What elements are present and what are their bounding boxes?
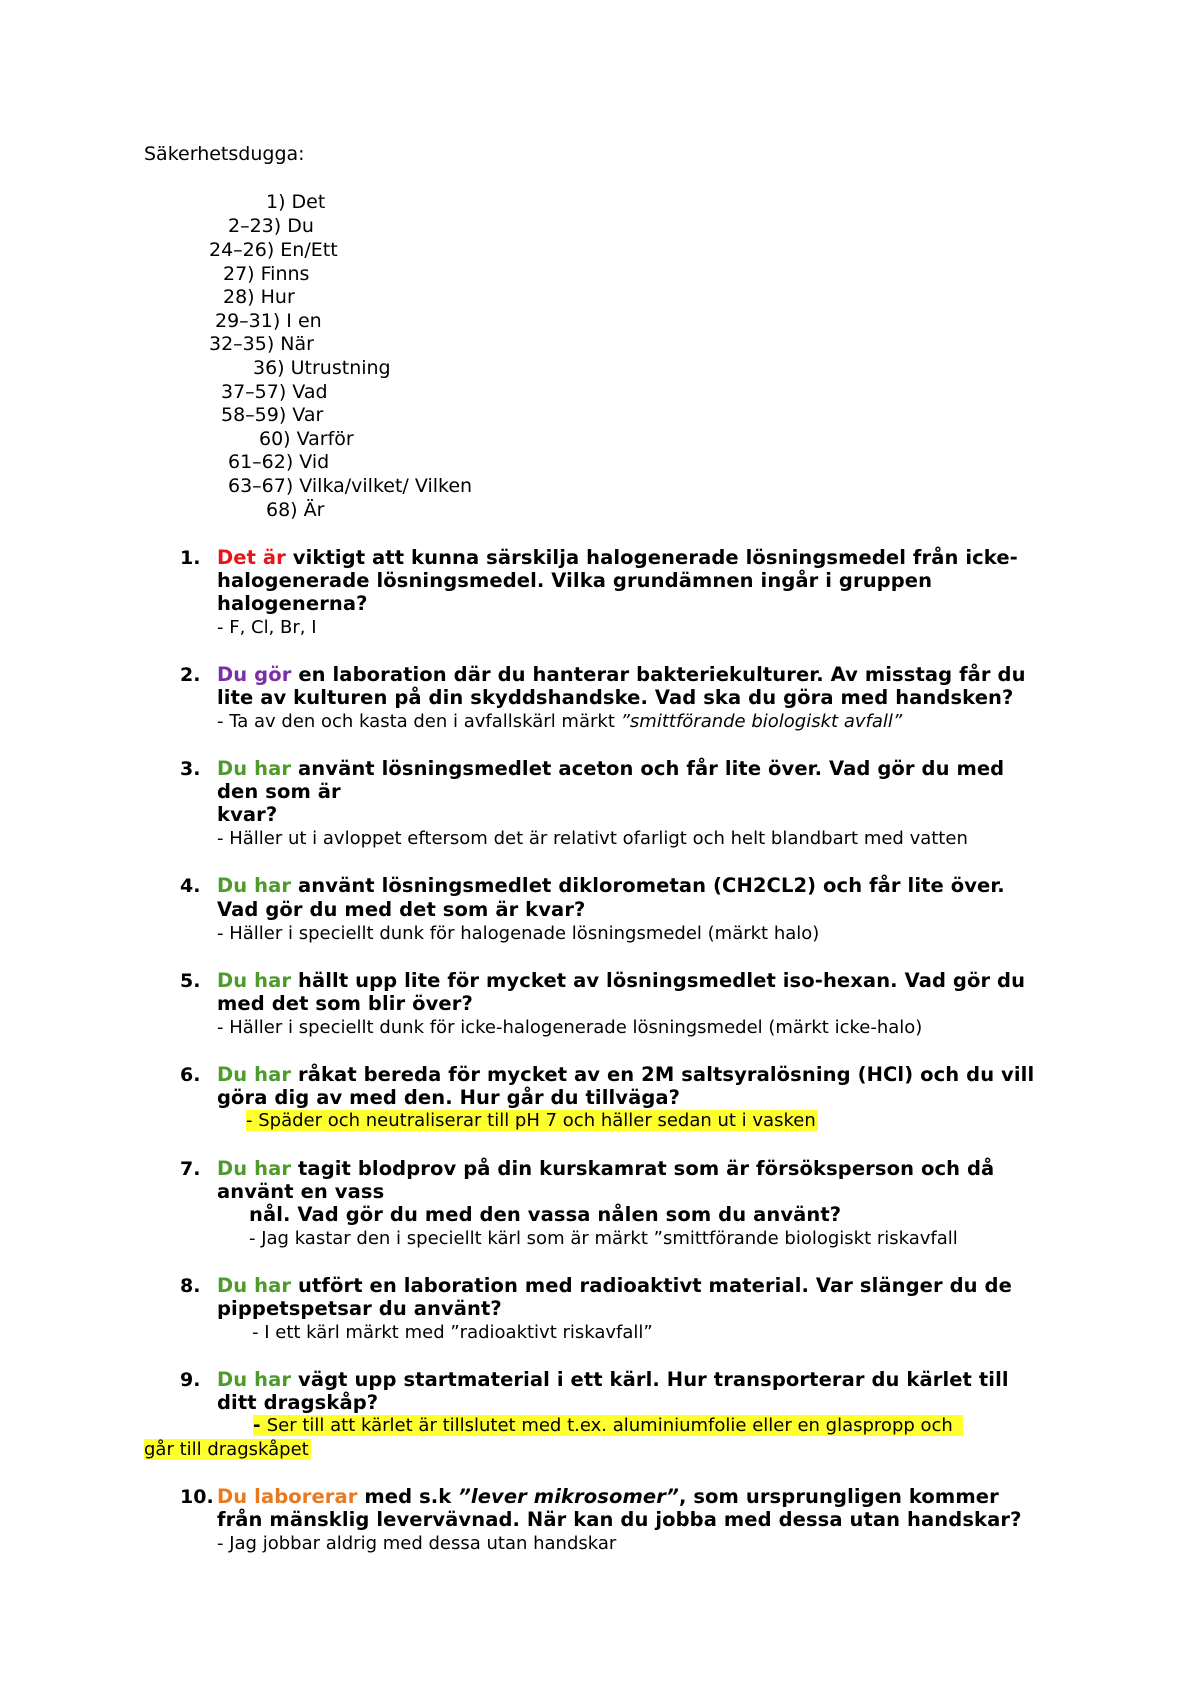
question-text: den som är (217, 780, 341, 803)
question-number: 8. (180, 1275, 201, 1297)
question-number: 7. (180, 1158, 201, 1180)
answer-text: - Ta av den och kasta den i avfallskärl märkt (217, 711, 621, 732)
answer-dash: - (253, 1415, 267, 1436)
question-text: pippetspetsar du använt? (217, 1297, 502, 1320)
index-entry: 24–26) En/Ett (209, 239, 338, 261)
question-text: utfört en laboration med radioaktivt material. Var slänger du de (291, 1274, 1012, 1297)
question-text: använt lösningsmedlet aceton och får lite över. Vad gör du med (291, 757, 1005, 780)
question-text: använt lösningsmedlet diklorometan (CH2CL2) och får lite över. (291, 874, 1005, 897)
index-entry: 29–31) I en (215, 310, 322, 332)
answer-text: - Jag jobbar aldrig med dessa utan handskar (217, 1533, 617, 1554)
question-text: viktigt att kunna särskilja halogenerade lösningsmedel från icke- (285, 546, 1018, 569)
document-title: Säkerhetsdugga: (144, 143, 305, 165)
question-text: , som ursprungligen kommer (678, 1485, 999, 1508)
question-text: halogenerna? (217, 592, 368, 615)
question-lead: Du gör (217, 663, 292, 686)
answer-text: - Jag kastar den i speciellt kärl som är märkt ”smittförande biologiskt riskavfall (249, 1228, 958, 1249)
index-entry: 36) Utrustning (253, 357, 391, 379)
answer-text-highlighted: Ser till att kärlet är tillslutet med t.ex. aluminiumfolie eller en glaspropp och (266, 1415, 953, 1436)
answer-text: - Häller i speciellt dunk för icke-halogenerade lösningsmedel (märkt icke-halo) (217, 1017, 923, 1038)
question-text: halogenerade lösningsmedel. Vilka grundämnen ingår i gruppen (217, 569, 933, 592)
question-text-italic: ”lever mikrosomer” (458, 1485, 679, 1508)
question-lead: Du har (217, 969, 292, 992)
answer-text: - I ett kärl märkt med ”radioaktivt riskavfall” (252, 1322, 653, 1343)
question-text: nål. Vad gör du med den vassa nålen som du använt? (249, 1203, 842, 1226)
index-entry: 27) Finns (223, 263, 310, 285)
index-entry: 60) Varför (259, 428, 354, 450)
question-text: kvar? (217, 803, 278, 826)
question-number: 6. (180, 1064, 201, 1086)
index-entry: 63–67) Vilka/vilket/ Vilken (228, 475, 473, 497)
index-entry: 2–23) Du (228, 215, 314, 237)
question-text: från mänsklig levervävnad. När kan du jobba med dessa utan handskar? (217, 1508, 1022, 1531)
question-text: hällt upp lite för mycket av lösningsmedlet iso-hexan. Vad gör du (291, 969, 1026, 992)
question-number: 10. (180, 1486, 214, 1508)
question-text: Vad gör du med det som är kvar? (217, 898, 586, 921)
question-text: lite av kulturen på din skyddshandske. Vad ska du göra med handsken? (217, 686, 1014, 709)
question-lead: Du har (217, 757, 292, 780)
index-entry: 37–57) Vad (221, 381, 328, 403)
question-number: 9. (180, 1369, 201, 1391)
question-lead: Det är (217, 546, 286, 569)
index-entry: 28) Hur (223, 286, 295, 308)
question-number: 3. (180, 758, 201, 780)
question-number: 1. (180, 547, 201, 569)
question-text: tagit blodprov på din kurskamrat som är försöksperson och då (291, 1157, 995, 1180)
answer-italic: ”smittförande biologiskt avfall” (620, 711, 903, 732)
question-text: ditt dragskåp? (217, 1391, 379, 1414)
index-entry: 1) Det (266, 191, 326, 213)
question-lead: Du har (217, 1063, 292, 1086)
index-entry: 32–35) När (209, 333, 314, 355)
question-lead: Du har (217, 1157, 292, 1180)
question-text: med det som blir över? (217, 992, 473, 1015)
question-text: vägt upp startmaterial i ett kärl. Hur transporterar du kärlet till (291, 1368, 1009, 1391)
question-number: 5. (180, 970, 201, 992)
question-text: råkat bereda för mycket av en 2M saltsyralösning (HCl) och du vill (291, 1063, 1035, 1086)
question-text: göra dig av med den. Hur går du tillväga? (217, 1086, 681, 1109)
answer-text: - F, Cl, Br, I (217, 617, 317, 638)
question-lead: Du har (217, 1274, 292, 1297)
question-text: en laboration där du hanterar bakteriekulturer. Av misstag får du (291, 663, 1026, 686)
question-lead: Du laborerar (217, 1485, 358, 1508)
question-text: med s.k (357, 1485, 459, 1508)
index-entry: 68) Är (266, 499, 325, 521)
index-entry: 58–59) Var (221, 404, 324, 426)
answer-text-highlighted: - Späder och neutraliserar till pH 7 och häller sedan ut i vasken (246, 1110, 816, 1131)
question-text: använt en vass (217, 1180, 385, 1203)
answer-text: - Häller i speciellt dunk för halogenade lösningsmedel (märkt halo) (217, 923, 820, 944)
answer-text: - Häller ut i avloppet eftersom det är relativt ofarligt och helt blandbart med vatten (217, 828, 968, 849)
question-number: 4. (180, 875, 201, 897)
question-lead: Du har (217, 874, 292, 897)
question-lead: Du har (217, 1368, 292, 1391)
index-entry: 61–62) Vid (228, 451, 330, 473)
answer-text-highlighted: går till dragskåpet (144, 1439, 309, 1460)
question-number: 2. (180, 664, 201, 686)
